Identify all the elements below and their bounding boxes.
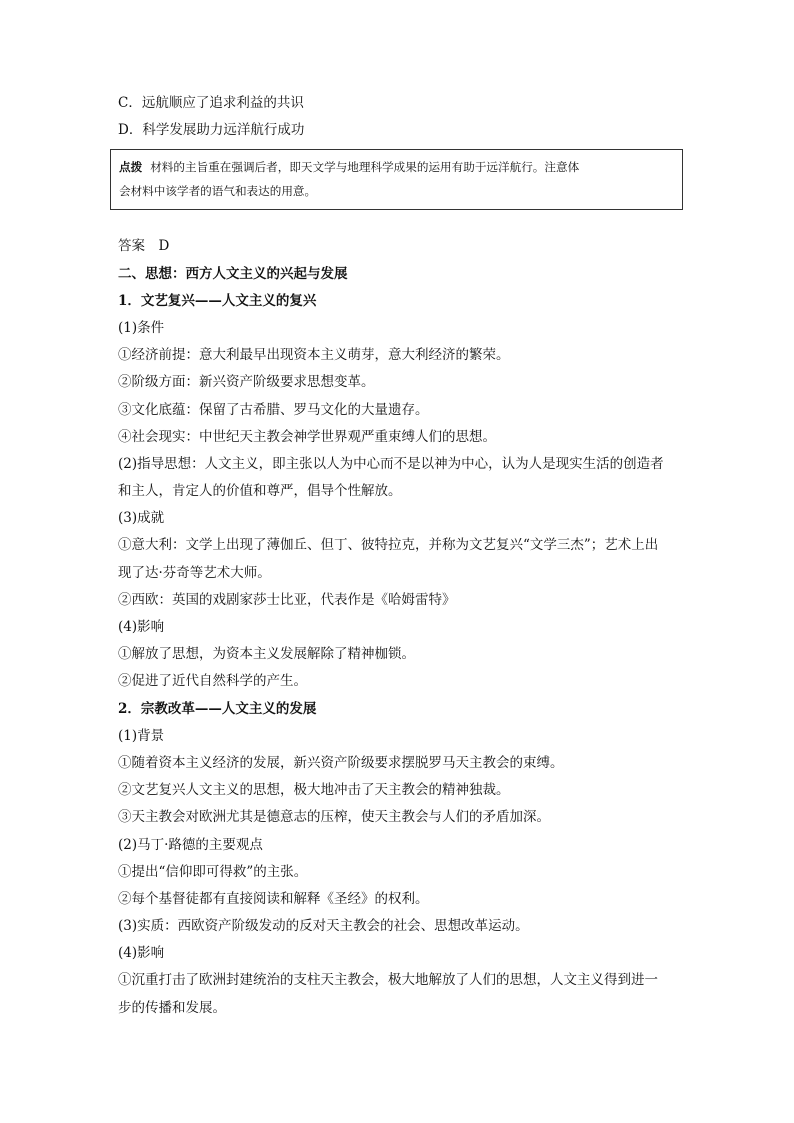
option-d: D．科学发展助力远洋航行成功	[118, 122, 305, 139]
text-line: ①提出“信仰即可得救”的主张。	[118, 863, 308, 880]
option-c: C．远航顺应了追求利益的共识	[118, 95, 304, 111]
hint-box	[110, 149, 683, 210]
answer-line: 答案 D	[118, 238, 170, 255]
text-line: (1)背景	[118, 727, 165, 744]
text-line: 步的传播和发展。	[118, 999, 226, 1016]
content-column	[118, 90, 686, 1022]
hint-label: 点拨	[119, 160, 143, 175]
text-line: (2)指导思想：人文主义，即主张以人为中心而不是以神为中心，认为人是现实生活的创造者	[118, 455, 664, 472]
text-line: (4)影响	[118, 945, 165, 962]
text-line: (3)实质：西欧资产阶级发动的反对天主教会的社会、思想改革运动。	[118, 918, 529, 935]
text-line: (3)成就	[118, 510, 165, 527]
text-line: ③天主教会对欧洲尤其是德意志的压榨，使天主教会与人们的矛盾加深。	[118, 809, 550, 826]
text-line: ④社会现实：中世纪天主教会神学世界观严重束缚人们的思想。	[118, 428, 496, 445]
text-line: ③文化底蕴：保留了古希腊、罗马文化的大量遗存。	[118, 401, 429, 418]
text-line: ②每个基督徒都有直接阅读和解释《圣经》的权利。	[118, 890, 429, 907]
text-line: 1．文艺复兴——人文主义的复兴	[118, 292, 317, 309]
text-line: (1)条件	[118, 319, 165, 336]
text-line: ①沉重打击了欧洲封建统治的支柱天主教会，极大地解放了人们的思想，人文主义得到进一	[118, 972, 658, 989]
text-line: ②阶级方面：新兴资产阶级要求思想变革。	[118, 374, 375, 391]
hint-line-2: 会材料中该学者的语气和表达的用意。	[119, 184, 317, 199]
text-line: ②促进了近代自然科学的产生。	[118, 673, 307, 690]
text-line: 2．宗教改革——人文主义的发展	[118, 700, 317, 717]
text-line: (2)马丁·路德的主要观点	[118, 836, 263, 853]
text-line: ①意大利：文学上出现了薄伽丘、但丁、彼特拉克，并称为文艺复兴“文学三杰”；艺术上出	[118, 537, 659, 554]
text-line: ②文艺复兴人文主义的思想，极大地冲击了天主教会的精神独裁。	[118, 782, 510, 799]
hint-line-1	[119, 155, 674, 179]
text-line: 现了达·芬奇等艺术大师。	[118, 564, 271, 581]
text-line: 和主人，肯定人的价值和尊严，倡导个性解放。	[118, 483, 402, 500]
text-line: ②西欧：英国的戏剧家莎士比亚，代表作是《哈姆雷特》	[118, 591, 456, 608]
text-line: ①经济前提：意大利最早出现资本主义萌芽，意大利经济的繁荣。	[118, 347, 510, 364]
text-line: ①解放了思想，为资本主义发展解除了精神枷锁。	[118, 646, 415, 663]
hint-text-1: 材料的主旨重在强调后者，即天文学与地理科学成果的运用有助于远洋航行。注意体	[150, 160, 580, 175]
text-line: ①随着资本主义经济的发展，新兴资产阶级要求摆脱罗马天主教会的束缚。	[118, 754, 564, 771]
section-title: 二、思想：西方人文主义的兴起与发展	[118, 265, 348, 282]
text-line: (4)影响	[118, 619, 165, 635]
